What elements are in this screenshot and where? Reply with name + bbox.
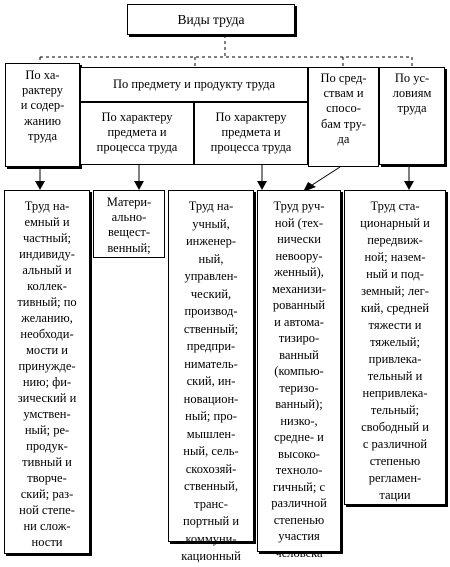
result-conditions-text: Труд ста- ционарный и передвиж- ной; назем- ный и под- земный; лег- кий, средней тяжести и тяжелый; привлека- тельный и непривлека- тельный; свободный и с различной степенью регламен- тации xyxy=(360,199,430,502)
result-activity-text: Труд на- учный, инженер- ный, управлен- ческий, производ- ственный; предпри- ниматель- ский, ин- новацион- ный; про- мышлен- ный, сель- скохозяй- ственный, транс- портный и коммуни- кационный xyxy=(181,199,241,563)
arrowhead-character xyxy=(35,181,45,190)
result-conditions-box xyxy=(344,190,446,505)
result-character-text: Труд на- емный и частный; индивиду- альный и коллек- тивный; по желанию, необходи- мости и принужде- нию; фи- зический и умствен- ный; ре- продук- тивный и творче- ский; раз- ной степе- ни слож- ности xyxy=(17,199,77,549)
category-character-box xyxy=(5,63,80,167)
category-subject-box xyxy=(80,67,308,102)
result-means-box xyxy=(257,190,341,560)
arrowhead-sub1 xyxy=(134,181,144,190)
category-means-label: По сред- ствам и спосо- бам тру- да xyxy=(320,71,367,146)
arrow-means-line xyxy=(309,167,340,187)
arrowhead-sub2 xyxy=(257,181,267,190)
category-subject-sub2-box xyxy=(194,102,308,165)
root-box xyxy=(127,4,295,35)
category-conditions-label: По ус- ловиям труда xyxy=(392,71,432,116)
category-means-box xyxy=(308,67,379,167)
result-material-box xyxy=(93,190,165,258)
result-material-text: Матери- ально- вещест- венный; xyxy=(106,195,152,255)
category-subject-sub2-label: По характеру предмета и процесса труда xyxy=(210,110,292,155)
category-character-label: По ха- рактеру и содер- жанию труда xyxy=(20,68,65,143)
arrowhead-conditions xyxy=(404,181,414,190)
result-activity-box xyxy=(168,190,254,563)
result-means-text: Труд руч- ной (тех- нически невоору- женный), механизи- рованный и автома- тизиро- ванный (компью- теризо- ванный); низко-, средне- и высоко- техноло- гичный; с различной степенью участия человека xyxy=(271,199,327,560)
result-character-box xyxy=(4,190,90,554)
category-subject-label: По предмету и продукту труда xyxy=(112,77,276,91)
category-subject-sub1-label: По характеру предмета и процесса труда xyxy=(96,110,178,155)
category-conditions-box xyxy=(379,67,445,165)
category-subject-sub1-box xyxy=(80,102,194,165)
root-label: Виды труда xyxy=(177,12,245,27)
